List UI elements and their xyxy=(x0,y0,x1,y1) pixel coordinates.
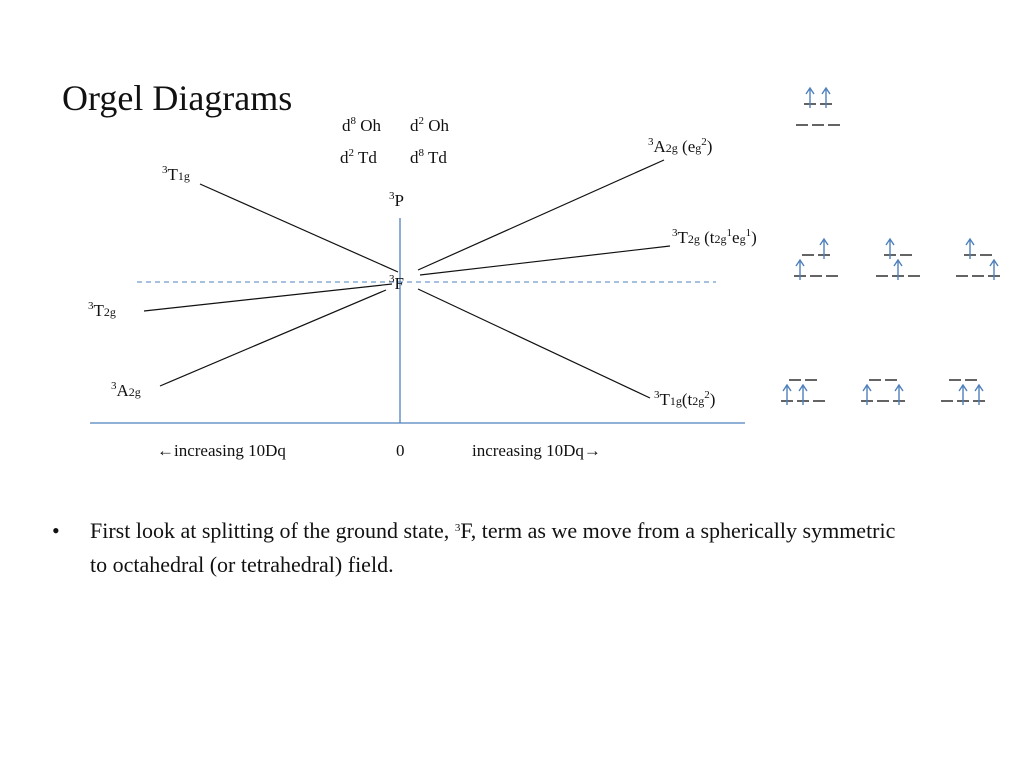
config-d2-oh: $d^2$ Oh xyxy=(410,115,450,135)
line-left-A2g xyxy=(160,290,386,386)
electron-up-arrow-icon xyxy=(895,385,903,405)
electron-up-arrow-icon xyxy=(959,385,967,405)
axis-right-label: increasing 10Dq→ xyxy=(472,441,601,460)
electron-configurations xyxy=(781,88,1000,405)
bullet-dot: • xyxy=(52,518,60,543)
config-d8-td: $d^8$ Td xyxy=(410,147,447,167)
term-left-3T2g: $^3$T2g xyxy=(88,300,116,320)
electron-up-arrow-icon xyxy=(966,239,974,259)
term-3F: $^3$F xyxy=(389,273,404,293)
page-title: Orgel Diagrams xyxy=(62,78,293,118)
electron-up-arrow-icon xyxy=(990,260,998,280)
config-d8-oh: $d^8$ Oh xyxy=(342,115,382,135)
electron-up-arrow-icon xyxy=(796,260,804,280)
line-right-T2g xyxy=(420,246,670,275)
bullet-text: First look at splitting of the ground state, $^3$F, term as we move from a spherically symmetric to octahedral (or tetrahedral) field. xyxy=(90,518,896,577)
term-right-3T1g: $^3T1g(t2g^2)$ xyxy=(654,389,716,409)
line-right-T1g xyxy=(418,289,650,398)
config-d2-td: $d^2$ Td xyxy=(340,147,377,167)
term-right-3T2g: $^3$T2g $(t2g^1eg^1)$ xyxy=(672,227,757,247)
axis-left-label: ←increasing 10Dq xyxy=(157,441,286,460)
line-left-T2g xyxy=(144,284,392,311)
electron-up-arrow-icon xyxy=(863,385,871,405)
electron-up-arrow-icon xyxy=(975,385,983,405)
electron-up-arrow-icon xyxy=(806,88,814,108)
electron-up-arrow-icon xyxy=(822,88,830,108)
line-right-A2g xyxy=(418,160,664,270)
electron-up-arrow-icon xyxy=(783,385,791,405)
axis-zero-label: 0 xyxy=(396,441,405,460)
term-left-3A2g: $^3$A2g xyxy=(111,380,141,400)
term-3P: $^3$P xyxy=(389,190,404,210)
electron-up-arrow-icon xyxy=(820,239,828,259)
term-left-3T1g: $^3$T1g xyxy=(162,164,190,184)
electron-up-arrow-icon xyxy=(799,385,807,405)
term-right-3A2g: $^3$A2g $(eg^2)$ xyxy=(648,136,713,156)
electron-up-arrow-icon xyxy=(886,239,894,259)
electron-up-arrow-icon xyxy=(894,260,902,280)
line-left-T1g xyxy=(200,184,398,272)
